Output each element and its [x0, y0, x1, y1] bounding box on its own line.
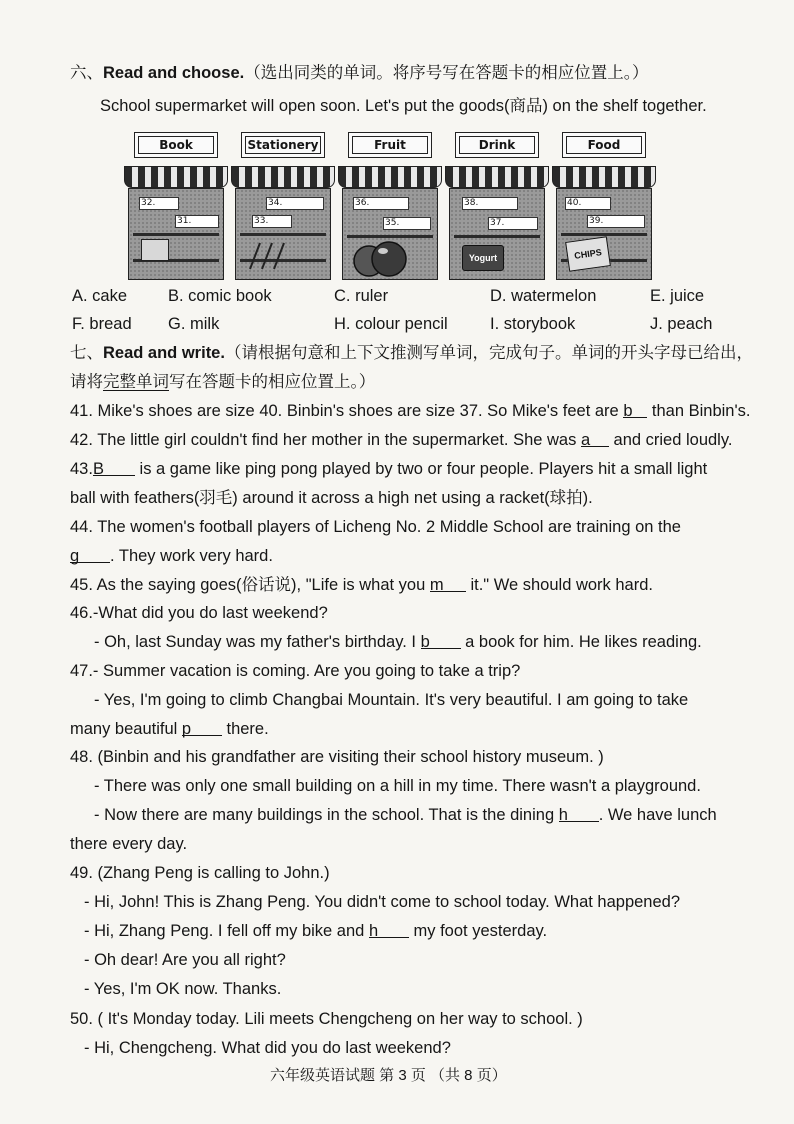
question-49-line3: - Hi, Zhang Peng. I fell off my bike and h my foot yesterday. [84, 922, 548, 940]
shop-fruit [340, 132, 440, 280]
shop-stationery [233, 132, 333, 280]
shelf-case [449, 188, 545, 280]
option-b: B. comic book [168, 287, 272, 305]
pencil-icon [246, 241, 306, 271]
answer-slot: 39. [587, 215, 645, 228]
answer-slot: 31. [175, 215, 219, 228]
question-44-line2: g . They work very hard. [70, 547, 273, 565]
answer-blank[interactable]: h [369, 921, 409, 938]
question-48: 48. (Binbin and his grandfather are visiting their school history museum. ) [70, 748, 604, 766]
section-instruction: （选出同类的单词。将序号写在答题卡的相应位置上。） [244, 64, 649, 82]
shop-book [126, 132, 226, 280]
awning [124, 166, 228, 188]
yogurt-item: Yogurt [462, 245, 504, 271]
question-50: 50. ( It's Monday today. Lili meets Chengcheng on her way to school. ) [70, 1010, 583, 1028]
section-title: Read and choose. [103, 64, 245, 82]
option-d: D. watermelon [490, 287, 597, 305]
question-44: 44. The women's football players of Licheng No. 2 Middle School are training on the [70, 518, 681, 536]
answer-blank[interactable]: g [70, 546, 110, 563]
question-41: 41. Mike's shoes are size 40. Binbin's shoes are size 37. So Mike's feet are b than Binbin's. [70, 402, 751, 420]
answer-slot: 36. [353, 197, 409, 210]
answer-slot: 32. [139, 197, 179, 210]
question-49-line5: - Yes, I'm OK now. Thanks. [84, 980, 282, 998]
section-number: 七、 [70, 344, 103, 362]
shop-sign: Food [562, 132, 646, 158]
answer-blank[interactable]: p [182, 719, 222, 736]
awning [231, 166, 335, 188]
answer-blank[interactable]: b [421, 632, 461, 649]
question-49-line4: - Oh dear! Are you all right? [84, 951, 286, 969]
answer-blank[interactable]: b [623, 401, 647, 418]
question-46: 46.-What did you do last weekend? [70, 604, 328, 622]
section-title: Read and write. [103, 344, 225, 362]
answer-blank[interactable]: a [581, 430, 609, 447]
section-instruction: （请根据句意和上下文推测写单词，完成句子。单词的开头字母已给出， [224, 344, 753, 362]
shelves-illustration [126, 132, 654, 280]
question-46-answer: - Oh, last Sunday was my father's birthday. I b a book for him. He likes reading. [94, 633, 702, 651]
question-49-line2: - Hi, John! This is Zhang Peng. You didn't come to school today. What happened? [84, 893, 680, 911]
section-6-intro: School supermarket will open soon. Let's put the goods(商品) on the shelf together. [100, 97, 707, 115]
answer-slot: 34. [266, 197, 324, 210]
shop-sign: Book [134, 132, 218, 158]
answer-slot: 33. [252, 215, 292, 228]
answer-slot: 40. [565, 197, 611, 210]
question-47: 47.- Summer vacation is coming. Are you going to take a trip? [70, 662, 521, 680]
answer-blank[interactable]: B [93, 459, 135, 476]
section-7-instruction-line2: 请将完整单词写在答题卡的相应位置上。） [70, 373, 376, 391]
answer-slot: 35. [383, 217, 431, 230]
answer-slot: 37. [488, 217, 538, 230]
section-7-heading [70, 343, 753, 363]
option-c: C. ruler [334, 287, 389, 305]
question-47-answer: - Yes, I'm going to climb Changbai Mountain. It's very beautiful. I am going to take [94, 691, 689, 709]
awning [338, 166, 442, 188]
shop-food [554, 132, 654, 280]
section-6-heading [70, 63, 648, 83]
question-48-line4: there every day. [70, 835, 188, 853]
option-h: H. colour pencil [334, 315, 448, 333]
question-43-line2: ball with feathers(羽毛) around it across a high net using a racket(球拍). [70, 489, 593, 507]
section-number: 六、 [70, 64, 103, 82]
shelf-case [556, 188, 652, 280]
option-g: G. milk [168, 315, 220, 333]
underlined-phrase: 完整单词 [103, 373, 169, 391]
option-i: I. storybook [490, 315, 576, 333]
book-item [141, 239, 169, 261]
shelf-case [128, 188, 224, 280]
shelf-case [342, 188, 438, 280]
shop-sign: Drink [455, 132, 539, 158]
page-footer: 六年级英语试题 第 3 页 （共 8 页） [270, 1067, 507, 1084]
shop-drink [447, 132, 547, 280]
question-48-line2: - There was only one small building on a hill in my time. There wasn't a playground. [94, 777, 701, 795]
option-j: J. peach [650, 315, 713, 333]
awning [552, 166, 656, 188]
question-48-line3: - Now there are many buildings in the school. That is the dining h . We have lunch [94, 806, 717, 824]
option-f: F. bread [72, 315, 132, 333]
shelf-case [235, 188, 331, 280]
question-45: 45. As the saying goes(俗话说), "Life is what you m it." We should work hard. [70, 576, 653, 594]
awning [445, 166, 549, 188]
answer-blank[interactable]: m [430, 575, 466, 592]
question-50-line2: - Hi, Chengcheng. What did you do last weekend? [84, 1039, 451, 1057]
question-42: 42. The little girl couldn't find her mother in the supermarket. She was a and cried loudly. [70, 431, 733, 449]
fruit-icon [351, 235, 411, 279]
option-a: A. cake [72, 287, 128, 305]
answer-slot: 38. [462, 197, 518, 210]
chips-item: CHIPS [565, 236, 611, 272]
question-49: 49. (Zhang Peng is calling to John.) [70, 864, 330, 882]
option-e: E. juice [650, 287, 705, 305]
question-43: 43.B is a game like ping pong played by two or four people. Players hit a small light [70, 460, 708, 478]
shop-sign: Fruit [348, 132, 432, 158]
answer-blank[interactable]: h [559, 805, 599, 822]
question-47-line3: many beautiful p there. [70, 720, 269, 738]
shop-sign: Stationery [241, 132, 325, 158]
